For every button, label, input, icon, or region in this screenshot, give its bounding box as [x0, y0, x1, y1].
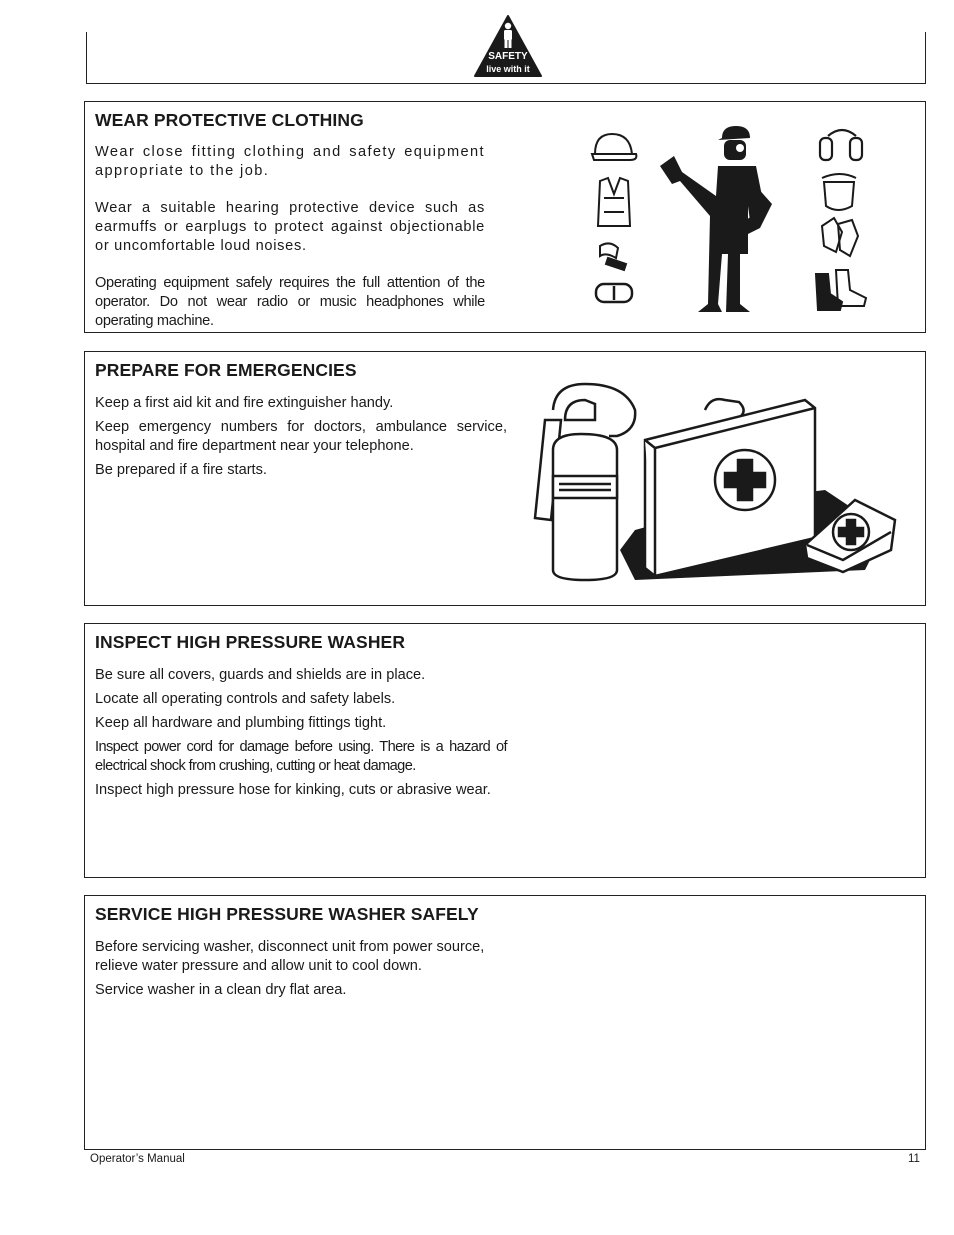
footer-manual-title: Operator’s Manual [90, 1153, 185, 1165]
section-inspect-high-pressure-washer [84, 623, 926, 878]
emergency-equipment-illustration [525, 380, 905, 590]
paragraph: Keep emergency numbers for doctors, ambulance service, hospital and fire department near your telephone. [95, 419, 507, 454]
paragraph: Inspect power cord for damage before using. There is a hazard of electrical shock from crushing, cutting or heat damage. [95, 739, 507, 774]
logo-text-tagline: live with it [486, 64, 530, 74]
paragraph: Operating equipment safely requires the full attention of the operator. Do not wear radio or music headphones while operating machine. [95, 275, 485, 329]
protective-clothing-illustration [590, 126, 870, 321]
section-body [95, 143, 485, 349]
logo-text-safety: SAFETY [488, 51, 528, 62]
section-title: INSPECT HIGH PRESSURE WASHER [95, 632, 406, 652]
paragraph: Locate all operating controls and safety labels. [95, 691, 396, 707]
earplugs-icon [600, 243, 626, 270]
paragraph: Be sure all covers, guards and shields are in place. [95, 667, 426, 683]
paragraph: Inspect high pressure hose for kinking, cuts or abrasive wear. [95, 782, 491, 798]
paragraph: Before servicing washer, disconnect unit from power source, relieve water pressure and allow unit to cool down. [95, 939, 485, 974]
paragraph: Wear close fitting clothing and safety equipment appropriate to the job. [95, 144, 485, 179]
gloves-icon [822, 218, 858, 256]
paragraph: Be prepared if a fire starts. [95, 462, 267, 478]
section-service-high-pressure-washer [84, 895, 926, 1150]
paragraph: Keep a first aid kit and fire extinguisher handy. [95, 395, 394, 411]
goggles-icon [596, 284, 632, 302]
footer-page-number: 11 [908, 1153, 920, 1165]
section-title: PREPARE FOR EMERGENCIES [95, 360, 357, 380]
fire-extinguisher-icon [535, 384, 635, 580]
worker-figure-icon [660, 126, 772, 312]
section-body [95, 394, 507, 485]
hard-hat-icon [592, 134, 636, 160]
paragraph: Keep all hardware and plumbing fittings tight. [95, 715, 387, 731]
face-shield-icon [822, 174, 856, 210]
section-wear-protective-clothing [84, 101, 926, 333]
earmuffs-icon [820, 130, 862, 160]
paragraph: Wear a suitable hearing protective device such as earmuffs or earplugs to protect against objectionable or uncomfortable loud noises. [95, 200, 485, 254]
section-body [95, 666, 507, 805]
section-body [95, 938, 507, 1005]
safety-boots-icon [816, 270, 866, 310]
section-title: WEAR PROTECTIVE CLOTHING [95, 110, 364, 130]
section-prepare-for-emergencies [84, 351, 926, 606]
safety-logo [473, 14, 543, 78]
paragraph: Service washer in a clean dry flat area. [95, 982, 347, 998]
safety-vest-icon [598, 178, 630, 226]
section-title: SERVICE HIGH PRESSURE WASHER SAFELY [95, 904, 479, 924]
